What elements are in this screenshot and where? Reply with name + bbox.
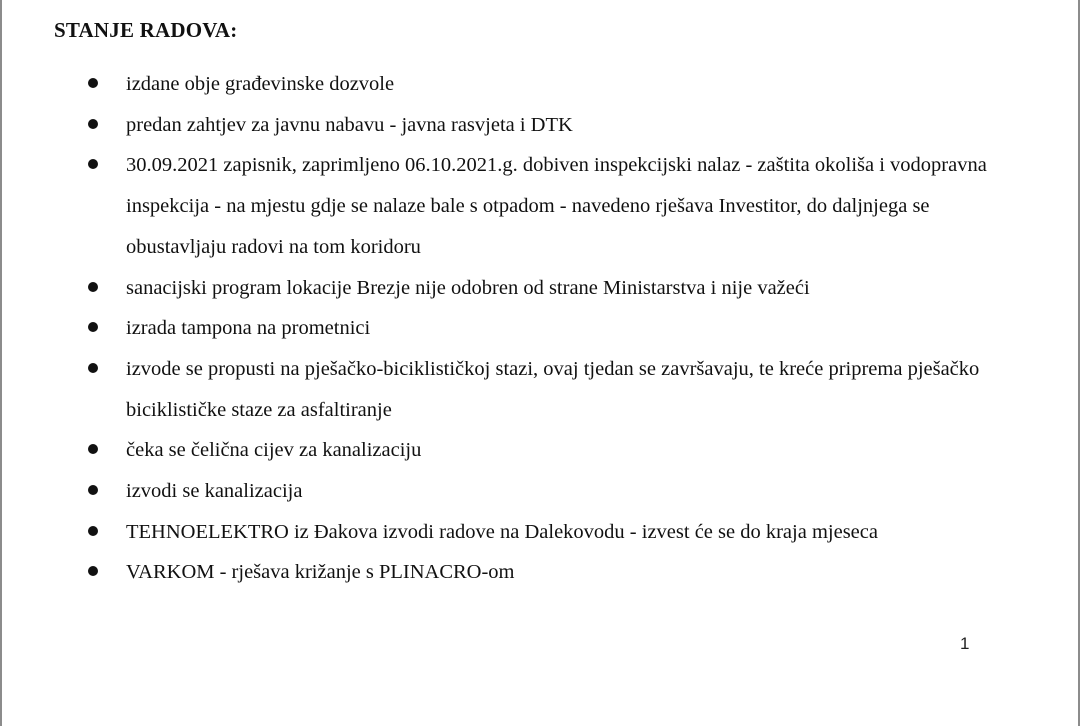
list-item (88, 64, 988, 105)
list-item (88, 105, 988, 146)
bullet-icon (88, 566, 98, 576)
list-item-text: sanacijski program lokacije Brezje nije odobren od strane Ministarstva i nije važeći (126, 276, 810, 299)
list-item-text: izrada tampona na prometnici (126, 317, 371, 340)
list-item-text: VARKOM - rješava križanje s PLINACRO-om (126, 561, 515, 584)
list-item (88, 145, 988, 267)
list-item-text: predan zahtjev za javnu nabavu - javna rasvjeta i DTK (126, 113, 573, 136)
status-list (88, 64, 988, 593)
list-item (88, 430, 988, 471)
list-item-text: izvodi se kanalizacija (126, 480, 303, 503)
list-item-text: 30.09.2021 zapisnik, zaprimljeno 06.10.2021.g. dobiven inspekcijski nalaz - zaštita okoliša i vodopravna inspekcija - na mjestu gdje se nalaze bale s otpadom - navedeno rješava Investitor, do daljnjega se obustavljaju radovi na tom koridoru (126, 154, 987, 258)
list-item (88, 349, 988, 430)
bullet-icon (88, 322, 98, 332)
list-item (88, 471, 988, 512)
list-item (88, 552, 988, 593)
bullet-icon (88, 526, 98, 536)
list-item (88, 512, 988, 553)
bullet-icon (88, 119, 98, 129)
bullet-icon (88, 159, 98, 169)
list-item-text: TEHNOELEKTRO iz Đakova izvodi radove na Dalekovodu - izvest će se do kraja mjeseca (126, 520, 878, 543)
list-item-text: čeka se čelična cijev za kanalizaciju (126, 439, 422, 462)
list-item-text: izvode se propusti na pješačko-biciklističkoj stazi, ovaj tjedan se završavaju, te kreće priprema pješačko biciklističke staze za asfaltiranje (126, 357, 980, 421)
bullet-icon (88, 78, 98, 88)
list-item (88, 268, 988, 309)
bullet-icon (88, 444, 98, 454)
page-number: 1 (960, 634, 970, 653)
list-item (88, 308, 988, 349)
bullet-icon (88, 282, 98, 292)
bullet-icon (88, 363, 98, 373)
bullet-icon (88, 485, 98, 495)
list-item-text: izdane obje građevinske dozvole (126, 73, 395, 95)
section-heading: STANJE RADOVA: (54, 18, 238, 42)
